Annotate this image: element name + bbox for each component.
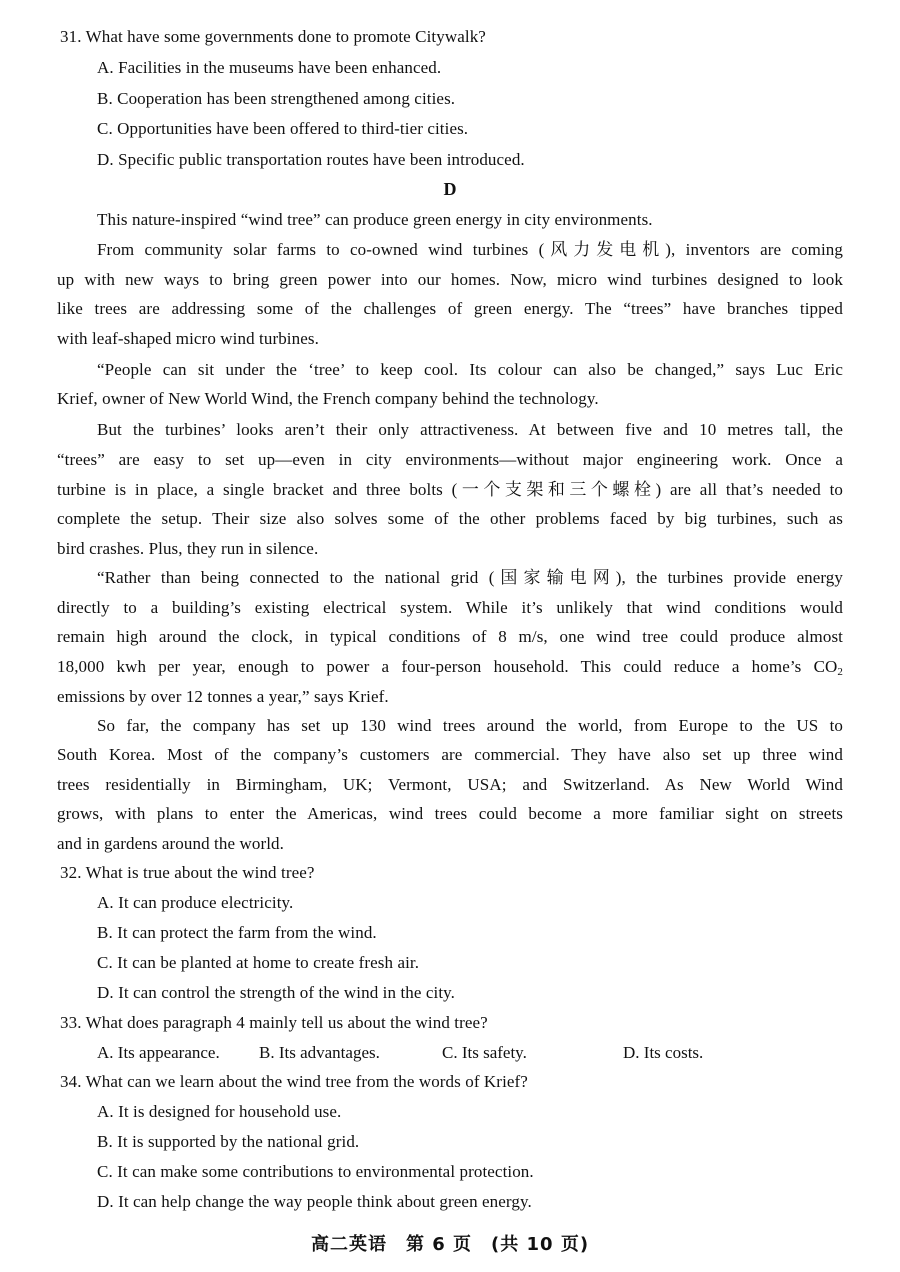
passage-p3-line: Krief, owner of New World Wind, the French company behind the technology. xyxy=(57,389,599,408)
passage-p5-line: “Rather than being connected to the national grid (国家输电网), the turbines provide energy xyxy=(97,568,843,587)
page-footer: 高二英语 第 6 页 (共 10 页) xyxy=(310,1234,590,1255)
question-34: 34. What can we learn about the wind tree from the words of Krief? xyxy=(60,1072,528,1091)
passage-p2-line: with leaf-shaped micro wind turbines. xyxy=(57,329,319,348)
q31-option-d: D. Specific public transportation routes have been introduced. xyxy=(97,150,525,169)
passage-p6-line: trees residentially in Birmingham, UK; Vermont, USA; and Switzerland. As New World Wind xyxy=(57,775,843,794)
passage-p6-line: grows, with plans to enter the Americas, wind trees could become a more familiar sight on streets xyxy=(57,804,843,823)
passage-p4-line: bird crashes. Plus, they run in silence. xyxy=(57,539,319,558)
passage-p6-line: So far, the company has set up 130 wind trees around the world, from Europe to the US to xyxy=(97,716,843,735)
passage-p5-line: directly to a building’s existing electrical system. While it’s unlikely that wind conditions would xyxy=(57,598,843,617)
q32-option-d: D. It can control the strength of the wind in the city. xyxy=(97,983,456,1002)
passage-p4-line: But the turbines’ looks aren’t their only attractiveness. At between five and 10 metres tall, the xyxy=(97,420,843,439)
passage-intro: This nature-inspired “wind tree” can produce green energy in city environments. xyxy=(97,210,653,229)
q31-option-c: C. Opportunities have been offered to third-tier cities. xyxy=(97,119,469,138)
q32-option-b: B. It can protect the farm from the wind. xyxy=(97,923,377,942)
q33-option-b: B. Its advantages. xyxy=(259,1043,380,1062)
passage-p2-line: like trees are addressing some of the challenges of green energy. The “trees” have branches tipped xyxy=(57,299,843,318)
q31-option-a: A. Facilities in the museums have been enhanced. xyxy=(97,58,442,77)
passage-p6-line: South Korea. Most of the company’s customers are commercial. They have also set up three wind xyxy=(57,745,843,764)
q31-option-b: B. Cooperation has been strengthened among cities. xyxy=(97,89,456,108)
q33-option-c: C. Its safety. xyxy=(442,1043,527,1062)
question-32: 32. What is true about the wind tree? xyxy=(60,863,315,882)
passage-p6-line: and in gardens around the world. xyxy=(57,834,284,853)
passage-p2-line: up with new ways to bring green power into our homes. Now, micro wind turbines designed to look xyxy=(57,270,843,289)
passage-p4-line: “trees” are easy to set up—even in city environments—without major engineering work. Once a xyxy=(57,450,843,469)
q32-option-c: C. It can be planted at home to create fresh air. xyxy=(97,953,420,972)
passage-p5-line: emissions by over 12 tonnes a year,” says Krief. xyxy=(57,687,389,706)
passage-p4-line: turbine is in place, a single bracket and three bolts (一个支架和三个螺栓) are all that’s needed to xyxy=(57,480,843,499)
q34-option-b: B. It is supported by the national grid. xyxy=(97,1132,360,1151)
passage-p5-line: remain high around the clock, in typical conditions of 8 m/s, one wind tree could produce almost xyxy=(57,627,843,646)
passage-p4-line: complete the setup. Their size also solves some of the other problems faced by big turbines, such as xyxy=(57,509,843,528)
passage-p3-line: “People can sit under the ‘tree’ to keep cool. Its colour can also be changed,” says Luc Eric xyxy=(97,360,843,379)
q34-option-c: C. It can make some contributions to environmental protection. xyxy=(97,1162,534,1181)
passage-p2-line: From community solar farms to co-owned wind turbines (风力发电机), inventors are coming xyxy=(97,240,843,259)
co2-subscript: 2 xyxy=(837,666,843,678)
question-33: 33. What does paragraph 4 mainly tell us about the wind tree? xyxy=(60,1013,488,1032)
q32-option-a: A. It can produce electricity. xyxy=(97,893,294,912)
section-letter: D xyxy=(443,179,457,199)
passage-p5-text: 18,000 kwh per year, enough to power a four-person household. This could reduce a home’s CO xyxy=(57,657,838,676)
q34-option-d: D. It can help change the way people think about green energy. xyxy=(97,1192,532,1211)
q33-option-d: D. Its costs. xyxy=(623,1043,704,1062)
q33-option-a: A. Its appearance. xyxy=(97,1043,220,1062)
passage-p5-co2-line xyxy=(57,656,843,678)
q34-option-a: A. It is designed for household use. xyxy=(97,1102,342,1121)
question-31: 31. What have some governments done to promote Citywalk? xyxy=(60,27,486,46)
